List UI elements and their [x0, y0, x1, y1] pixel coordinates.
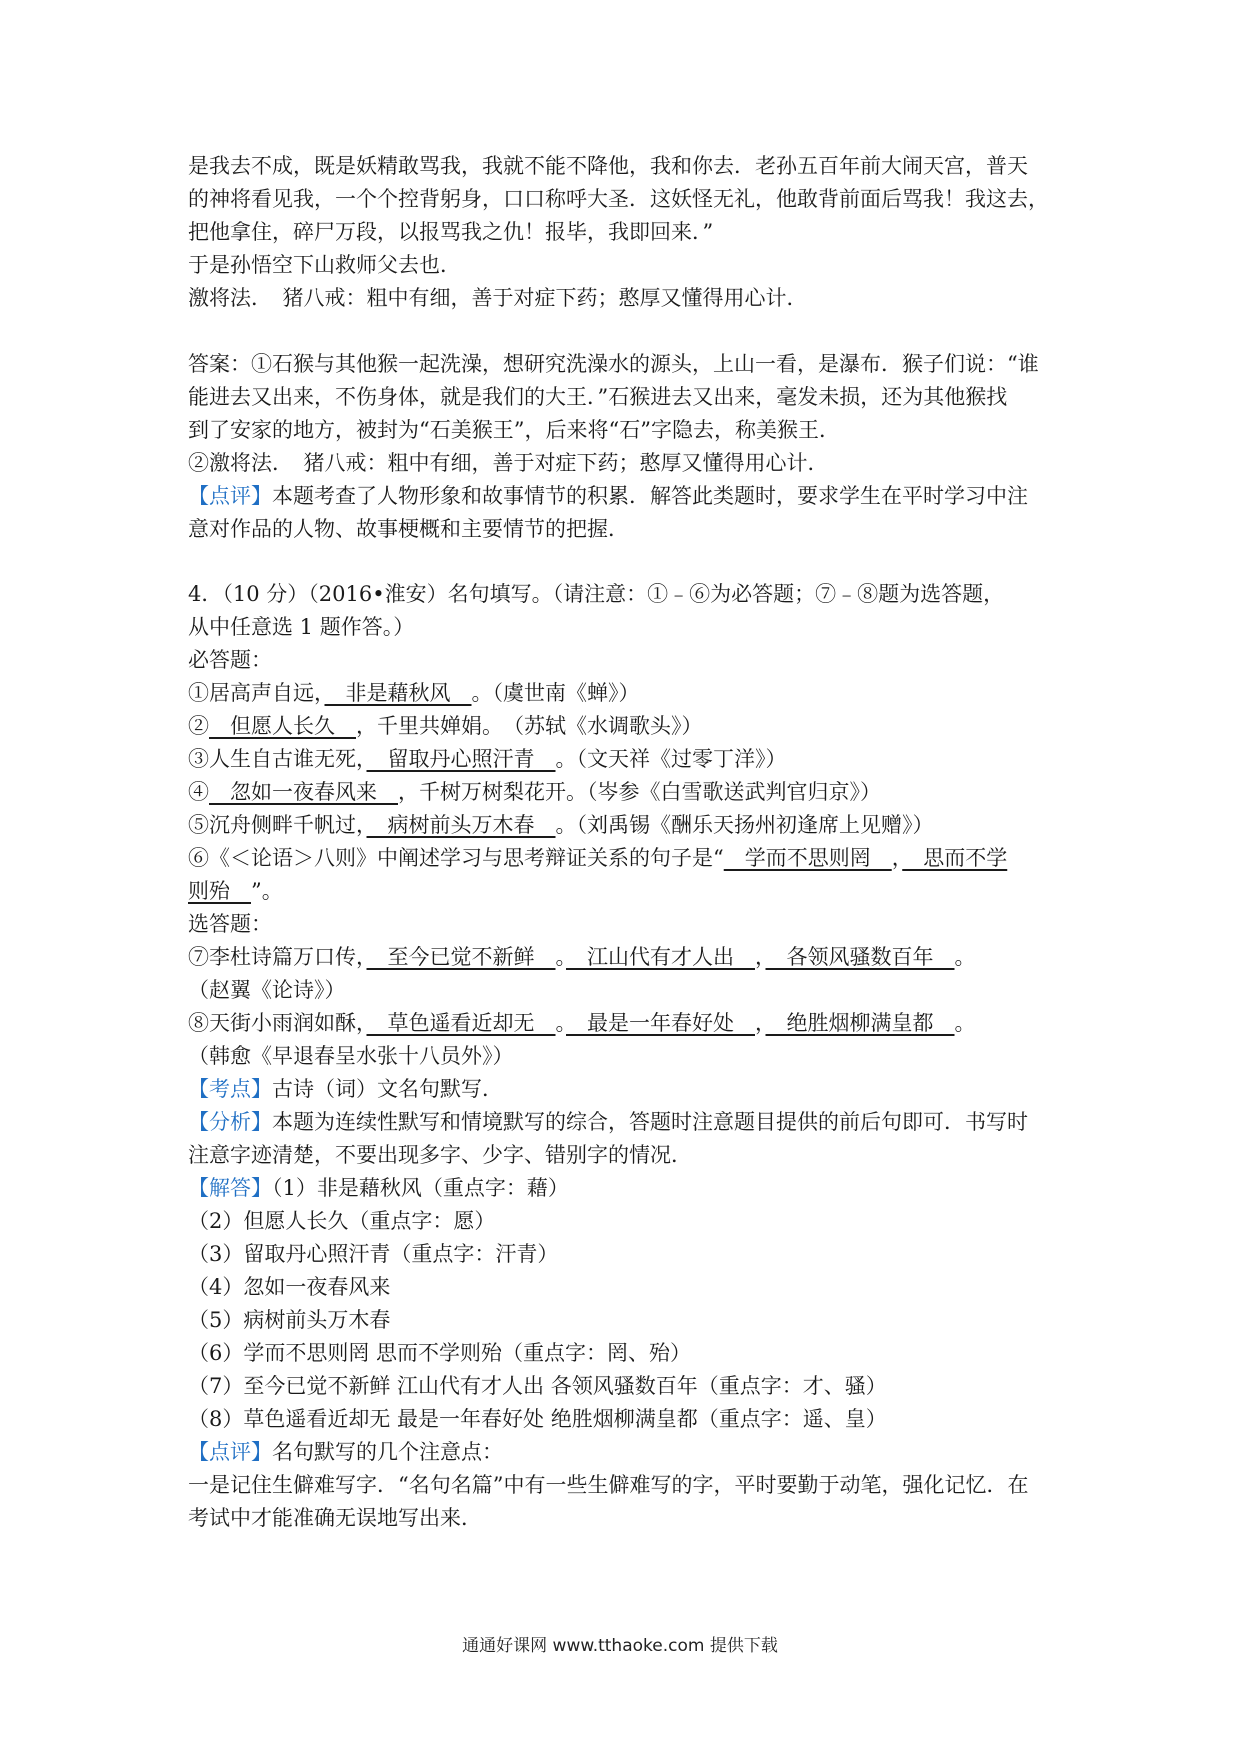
text-line: 的神将看见我，一个个控背躬身，口口称呼大圣．这妖怪无礼，他敢背前面后骂我！我这去，: [188, 187, 1049, 211]
comment-line: 意对作品的人物、故事梗概和主要情节的把握．: [188, 517, 629, 541]
analysis-text: 本题为连续性默写和情境默写的综合，答题时注意题目提供的前后句即可．书写时: [272, 1110, 1028, 1134]
text-line: 把他拿住，碎尸万段，以报骂我之仇！报毕，我即回来．”: [188, 220, 714, 244]
item-8: [188, 1007, 976, 1040]
item-source: ”。: [251, 879, 283, 903]
item-source: 。（文天祥《过零丁洋》）: [555, 747, 787, 771]
solution-line: （8）草色遥看近却无 最是一年春好处 绝胜烟柳满皇都（重点字：遥、皇）: [188, 1407, 887, 1431]
item-answer: 但愿人长久: [209, 714, 356, 738]
item-answer: 学而不思则罔: [723, 846, 892, 870]
text-line: 于是孙悟空下山救师父去也．: [188, 253, 461, 277]
solution-line: （5）病树前头万木春: [188, 1308, 391, 1332]
item-answer: 则殆: [188, 879, 251, 903]
item-separator: 。: [954, 945, 976, 969]
review-line: [188, 1436, 503, 1469]
item-separator: ，: [891, 846, 903, 870]
section-label: 必答题：: [188, 648, 272, 672]
question-heading: 4．（10 分）（2016•淮安）名句填写。（请注意：①﹣⑥为必答题；⑦﹣⑧题为选答题，: [188, 582, 1005, 606]
analysis-tag: 【分析】: [188, 1110, 272, 1134]
item-6: [188, 842, 1007, 875]
item-answer: 草色遥看近却无: [366, 1011, 556, 1035]
kaodian-tag: 【考点】: [188, 1077, 272, 1101]
solution-line: （4）忽如一夜春风来: [188, 1275, 391, 1299]
comment-line: [188, 480, 1028, 513]
analysis-line: [188, 1106, 1028, 1139]
item-answer: 忽如一夜春风来: [209, 780, 398, 804]
kaodian-line: [188, 1073, 503, 1106]
item-answer: 非是藉秋风: [324, 681, 472, 705]
item-source: ，千树万树梨花开。（岑参《白雪歌送武判官归京》）: [398, 780, 881, 804]
item-prompt: ③人生自古谁无死，: [188, 747, 367, 771]
review-tag: 【点评】: [188, 1440, 272, 1464]
answer-line: 能进去又出来，不伤身体，就是我们的大王．”石猴进去又出来，毫发未损，还为其他猴找: [188, 385, 1008, 409]
solution-text: （1）非是藉秋风（重点字：藉）: [272, 1176, 569, 1200]
item-answer: 绝胜烟柳满皇都: [765, 1011, 955, 1035]
review-line: 一是记住生僻难写字．“名句名篇”中有一些生僻难写的字，平时要勤于动笔，强化记忆．在: [188, 1473, 1029, 1497]
solution-line: （7）至今已觉不新鲜 江山代有才人出 各领风骚数百年（重点字：才、骚）: [188, 1374, 887, 1398]
item-5: [188, 809, 934, 842]
item-source: 。（虞世南《蝉》）: [471, 681, 640, 705]
item-answer: 最是一年春好处: [566, 1011, 755, 1035]
item-7: [188, 941, 976, 974]
kaodian-text: 古诗（词）文名句默写．: [272, 1077, 503, 1101]
item-prompt: ⑦李杜诗篇万口传，: [188, 945, 367, 969]
section-label: 选答题：: [188, 912, 272, 936]
item-prompt: ⑧天街小雨润如酥，: [188, 1011, 367, 1035]
item-source: ，千里共婵娟。 （苏轼《水调歌头》）: [356, 714, 703, 738]
text-line: 是我去不成，既是妖精敢骂我，我就不能不降他，我和你去．老孙五百年前大闹天宫，普天: [188, 154, 1028, 178]
item-1: [188, 677, 640, 710]
solution-line: [188, 1172, 569, 1205]
analysis-line: 注意字迹清楚，不要出现多字、少字、错别字的情况．: [188, 1143, 692, 1167]
item-separator: 。: [555, 945, 566, 969]
answer-line: 答案：①石猴与其他猴一起洗澡，想研究洗澡水的源头，上山一看，是瀑布．猴子们说：“谁: [188, 352, 1039, 376]
answer-line: ②激将法． 猪八戒：粗中有细，善于对症下药；憨厚又懂得用心计．: [188, 451, 829, 475]
comment-tag: 【点评】: [188, 484, 272, 508]
item-separator: 。: [954, 1011, 976, 1035]
comment-text: 本题考查了人物形象和故事情节的积累．解答此类题时，要求学生在平时学习中注: [272, 484, 1028, 508]
item-separator: 。: [555, 1011, 566, 1035]
item-prompt: ②: [188, 714, 209, 738]
item-answer: 留取丹心照汗青: [366, 747, 556, 771]
item-separator: ，: [755, 1011, 766, 1035]
item-answer: 江山代有才人出: [566, 945, 755, 969]
item-answer: 思而不学: [902, 846, 1008, 870]
text-line: 激将法． 猪八戒：粗中有细，善于对症下药；憨厚又懂得用心计．: [188, 286, 808, 310]
item-prompt: ④: [188, 780, 209, 804]
item-4: [188, 776, 881, 809]
review-line: 考试中才能准确无误地写出来．: [188, 1506, 482, 1530]
page-footer: 通通好课网 www.tthaoke.com 提供下载: [462, 1636, 778, 1656]
solution-line: （2）但愿人长久（重点字：愿）: [188, 1209, 496, 1233]
question-heading: 从中任意选 1 题作答。）: [188, 615, 415, 639]
solution-line: （6）学而不思则罔 思而不学则殆（重点字：罔、殆）: [188, 1341, 692, 1365]
item-prompt: ⑥《＜论语＞八则》中阐述学习与思考辩证关系的句子是“: [188, 846, 724, 870]
item-2: [188, 710, 703, 743]
solution-tag: 【解答】: [188, 1176, 272, 1200]
item-7-source: （赵翼《论诗》）: [188, 978, 346, 1002]
item-6-cont: [188, 875, 283, 908]
item-separator: ，: [755, 945, 766, 969]
item-answer: 病树前头万木春: [366, 813, 556, 837]
answer-line: 到了安家的地方，被封为“石美猴王”，后来将“石”字隐去，称美猴王．: [188, 418, 840, 442]
item-8-source: （韩愈《早退春呈水张十八员外》）: [188, 1044, 514, 1068]
item-answer: 各领风骚数百年: [765, 945, 955, 969]
item-answer: 至今已觉不新鲜: [366, 945, 556, 969]
item-3: [188, 743, 787, 776]
item-source: 。（刘禹锡《酬乐天扬州初逢席上见赠》）: [555, 813, 934, 837]
item-prompt: ①居高声自远，: [188, 681, 325, 705]
item-prompt: ⑤沉舟侧畔千帆过，: [188, 813, 367, 837]
review-text: 名句默写的几个注意点：: [272, 1440, 503, 1464]
solution-line: （3）留取丹心照汗青（重点字：汗青）: [188, 1242, 559, 1266]
